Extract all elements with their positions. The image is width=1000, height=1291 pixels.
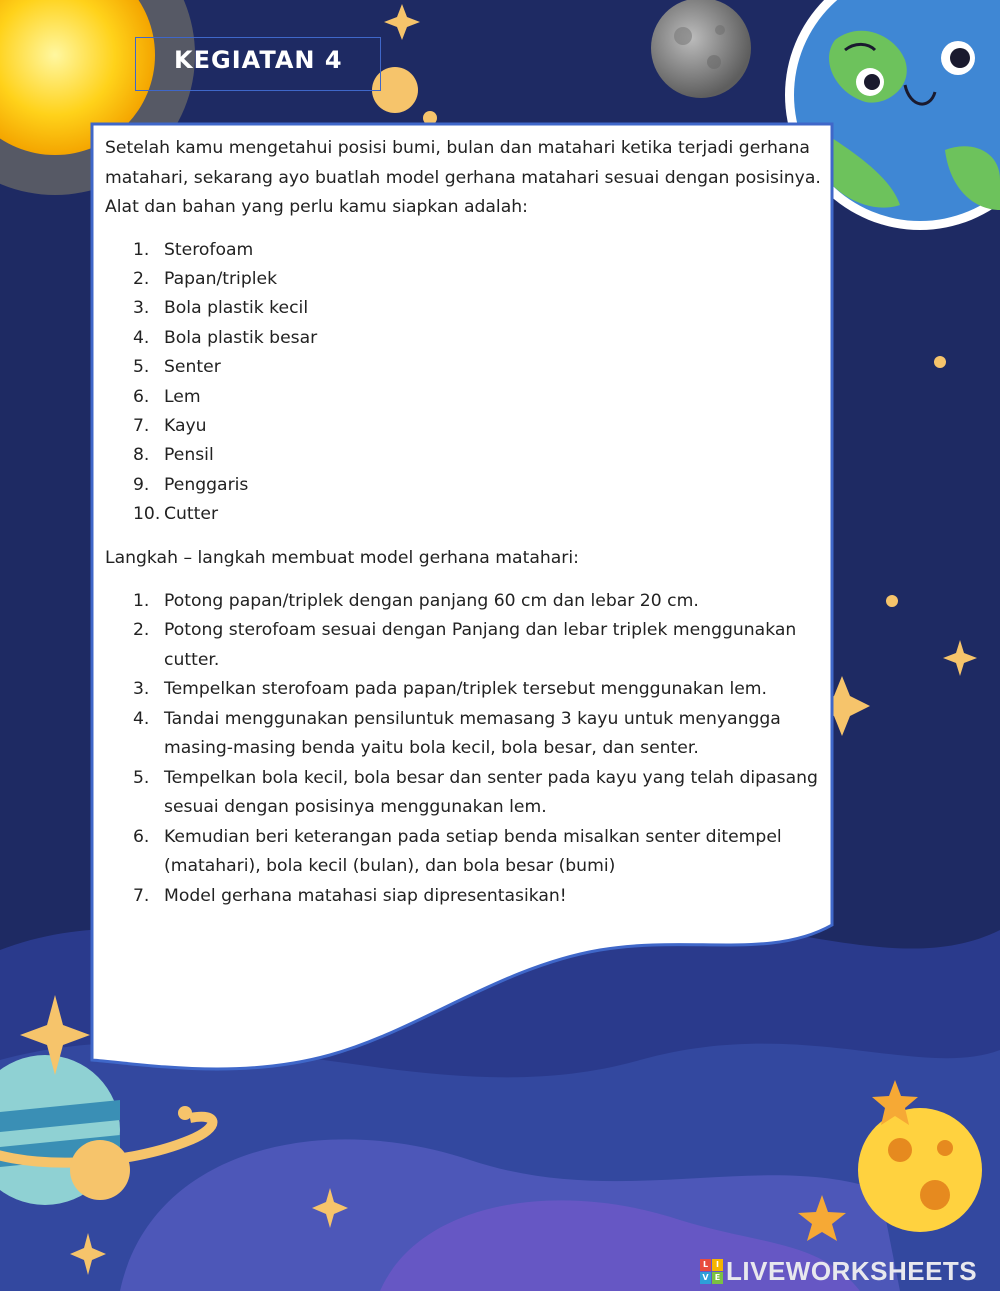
material-item-number: 7.: [133, 415, 150, 436]
logo-badge-letter: I: [712, 1259, 723, 1271]
logo-text: LIVEWORKSHEETS: [726, 1255, 978, 1286]
material-item-number: 2.: [133, 268, 150, 289]
step-item-number: 2.: [133, 620, 150, 641]
logo-badge: [700, 1259, 723, 1284]
step-item-number: 7.: [133, 885, 150, 906]
material-item-number: 4.: [133, 327, 150, 348]
step-item: [105, 705, 825, 764]
step-item: [105, 675, 825, 705]
material-item-number: 9.: [133, 474, 150, 495]
steps-list: [105, 587, 825, 912]
step-item: [105, 882, 825, 912]
material-item-text: Sterofoam: [164, 239, 254, 260]
material-item-text: Pensil: [164, 445, 214, 466]
logo-badge-letter: L: [700, 1259, 711, 1271]
material-item-number: 6.: [133, 386, 150, 407]
step-item-number: 6.: [133, 826, 150, 847]
step-item-text: Tandai menggunakan pensiluntuk memasang 3 kayu untuk menyangga masing-masing benda yaitu bola kecil, bola besar, dan senter.: [164, 708, 781, 759]
materials-list: [105, 236, 825, 530]
liveworksheets-logo[interactable]: [700, 1257, 977, 1285]
material-item-number: 5.: [133, 357, 150, 378]
material-item-text: Bola plastik besar: [164, 327, 318, 348]
material-item: [105, 294, 825, 323]
steps-heading: Langkah – langkah membuat model gerhana matahari:: [105, 547, 579, 568]
material-item: [105, 412, 825, 441]
material-item: [105, 500, 825, 529]
material-item: [105, 471, 825, 500]
material-item: [105, 441, 825, 470]
logo-badge-letter: E: [712, 1272, 723, 1284]
material-item-text: Senter: [164, 357, 221, 378]
material-item-number: 8.: [133, 445, 150, 466]
step-item: [105, 823, 825, 882]
material-item: [105, 265, 825, 294]
material-item-text: Penggaris: [164, 474, 249, 495]
material-item-text: Kayu: [164, 415, 207, 436]
moon-icon: [651, 0, 751, 98]
logo-badge-letter: V: [700, 1272, 711, 1284]
step-item: [105, 764, 825, 823]
step-item-text: Kemudian beri keterangan pada setiap benda misalkan senter ditempel (matahari), bola kecil (bulan), dan bola besar (bumi): [164, 826, 782, 877]
yellow-moon-icon: [858, 1108, 982, 1232]
step-item-number: 1.: [133, 590, 150, 611]
material-item-number: 3.: [133, 298, 150, 319]
step-item-number: 3.: [133, 679, 150, 700]
material-item-text: Cutter: [164, 504, 219, 525]
material-item: [105, 353, 825, 382]
step-item-text: Tempelkan bola kecil, bola besar dan senter pada kayu yang telah dipasang sesuai dengan posisinya menggunakan lem.: [164, 767, 818, 818]
material-item-text: Papan/triplek: [164, 268, 278, 289]
material-item: [105, 324, 825, 353]
step-item-number: 4.: [133, 708, 150, 729]
page-title: KEGIATAN 4: [174, 46, 343, 74]
step-item-text: Tempelkan sterofoam pada papan/triplek tersebut menggunakan lem.: [164, 679, 768, 700]
material-item: [105, 383, 825, 412]
step-item: [105, 616, 825, 675]
material-item-number: 1.: [133, 239, 150, 260]
step-item-text: Potong papan/triplek dengan panjang 60 cm dan lebar 20 cm.: [164, 590, 699, 611]
step-item-number: 5.: [133, 767, 150, 788]
material-item-text: Lem: [164, 386, 201, 407]
intro-paragraph: Setelah kamu mengetahui posisi bumi, bulan dan matahari ketika terjadi gerhana matahari, sekarang ayo buatlah model gerhana matahari sesuai dengan posisinya. Alat dan bahan yang perlu kamu siapkan adalah:: [105, 138, 821, 217]
material-item-number: 10.: [133, 504, 161, 525]
material-item: [105, 236, 825, 265]
step-item: [105, 587, 825, 617]
material-item-text: Bola plastik kecil: [164, 298, 309, 319]
step-item-text: Potong sterofoam sesuai dengan Panjang dan lebar triplek menggunakan cutter.: [164, 620, 797, 670]
worksheet-content: [105, 134, 825, 911]
step-item-text: Model gerhana matahasi siap dipresentasikan!: [164, 885, 567, 906]
